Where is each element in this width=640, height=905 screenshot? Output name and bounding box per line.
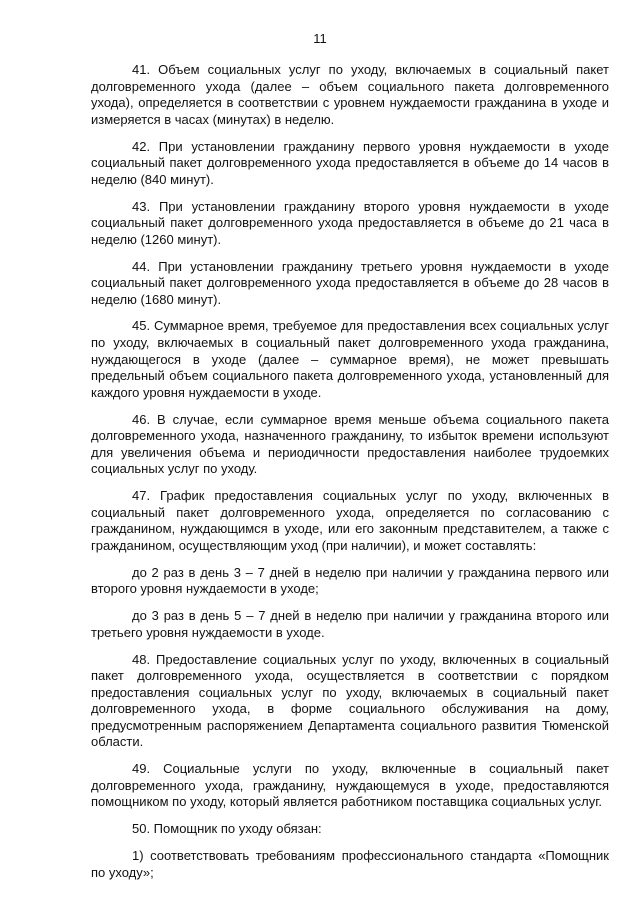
paragraph-47-item-2: до 3 раз в день 5 – 7 дней в неделю при наличии у гражданина второго или третьего уровня нуждаемости в уходе. xyxy=(91,608,609,640)
paragraph-45: 45. Суммарное время, требуемое для предоставления всех социальных услуг по уходу, включаемых в социальный пакет долговременного ухода гражданина, нуждающегося в уходе (далее – суммарное время), не может превышать предельный объем социального пакета долговременного ухода, установленный для каждого уровня нуждаемости в уходе. xyxy=(91,318,609,400)
document-body xyxy=(91,62,609,881)
paragraph-48: 48. Предоставление социальных услуг по уходу, включенных в социальный пакет долговременного ухода, осуществляется в соответствии с порядком предоставления социальных услуг по уходу, включаемых в социальный пакет долговременного ухода, в форме социального обслуживания на дому, предусмотренным распоряжением Департамента социального развития Тюменской области. xyxy=(91,651,609,750)
paragraph-41: 41. Объем социальных услуг по уходу, включаемых в социальный пакет долговременного ухода (далее – объем социального пакета долговременного ухода), определяется в соответствии с уровнем нуждаемости гражданина в уходе и измеряется в часах (минутах) в неделю. xyxy=(91,62,609,127)
paragraph-47: 47. График предоставления социальных услуг по уходу, включенных в социальный пакет долговременного ухода, определяется по согласованию с гражданином, нуждающимся в уходе, или его законным представителем, а также с гражданином, осуществляющим уход (при наличии), и может составлять: xyxy=(91,488,609,553)
paragraph-50-item-1: 1) соответствовать требованиям профессионального стандарта «Помощник по уходу»; xyxy=(91,848,609,880)
paragraph-44: 44. При установлении гражданину третьего уровня нуждаемости в уходе социальный пакет долговременного ухода предоставляется в объеме до 28 часов в неделю (1680 минут). xyxy=(91,258,609,307)
paragraph-47-item-1: до 2 раз в день 3 – 7 дней в неделю при наличии у гражданина первого или второго уровня нуждаемости в уходе; xyxy=(91,564,609,597)
paragraph-50: 50. Помощник по уходу обязан: xyxy=(132,821,322,837)
paragraph-42: 42. При установлении гражданину первого уровня нуждаемости в уходе социальный пакет долговременного ухода предоставляется в объеме до 14 часов в неделю (840 минут). xyxy=(91,138,609,187)
paragraph-43: 43. При установлении гражданину второго уровня нуждаемости в уходе социальный пакет долговременного ухода предоставляется в объеме до 21 часа в неделю (1260 минут). xyxy=(91,198,609,247)
paragraph-49: 49. Социальные услуги по уходу, включенные в социальный пакет долговременного ухода, гражданину, нуждающемуся в уходе, предоставляются помощником по уходу, который является работником поставщика социальных услуг. xyxy=(91,761,609,810)
page-number: 11 xyxy=(313,31,327,46)
paragraph-46: 46. В случае, если суммарное время меньше объема социального пакета долговременного ухода, назначенного гражданину, то избыток времени используют для увеличения объема и периодичности предоставления наиболее трудоемких социальных услуг по уходу. xyxy=(91,411,609,477)
